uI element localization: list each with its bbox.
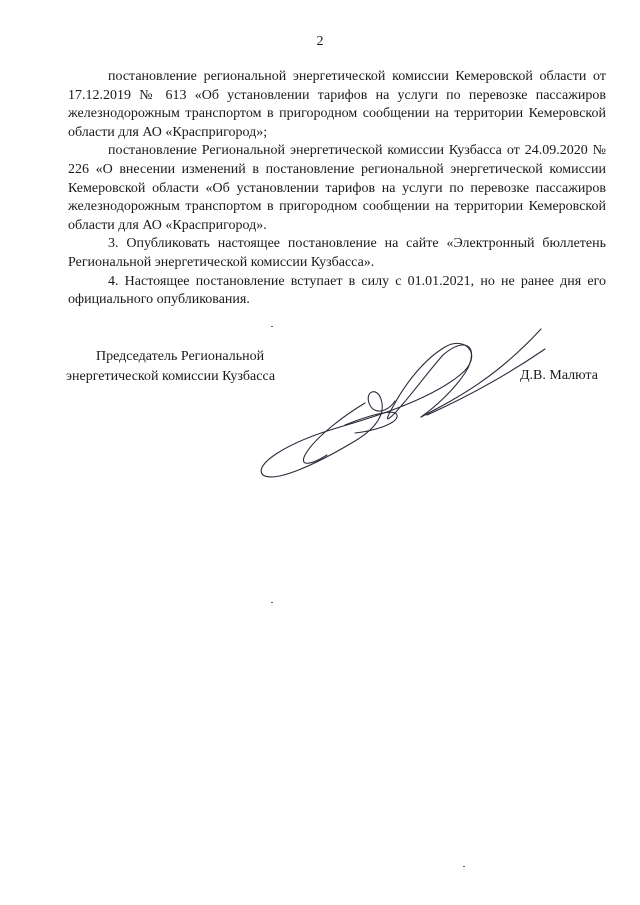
page-number: 2 [316,34,324,49]
paragraph-effective-date: 4. Настоящее постановление вступает в силу с 01.01.2021, но не ранее дня его официального опубликования. [68,273,606,308]
signatory-title-line1: Председатель Региональной [96,349,265,364]
scan-speck [463,866,465,867]
handwritten-signature [245,315,555,495]
scan-speck [271,326,273,327]
paragraph-publish: 3. Опубликовать настоящее постановление на сайте «Электронный бюллетень Региональной энергетической комиссии Кузбасса». [68,236,606,270]
signatory-title-line2: энергетической комиссии Кузбасса [66,369,276,384]
document-body [68,68,606,310]
scan-speck [271,602,273,603]
signatory-name: Д.В. Малюта [520,368,598,383]
paragraph-resolution-226: постановление Региональной энергетической комиссии Кузбасса от 24.09.2020 № 226 «О внесении изменений в постановление региональной энергетической комиссии Кемеровской области «Об установлении тарифов на услуги по перевозке пассажиров железнодорожным транспортом в пригородном сообщении на территории Кемеровской области для АО «Краспригород». [68,143,606,233]
paragraph-resolution-613: постановление региональной энергетической комиссии Кемеровской области от 17.12.2019 № 613 «Об установлении тарифов на услуги по перевозке пассажиров железнодорожным транспортом в пригородном сообщении на территории Кемеровской области для АО «Краспригород»; [68,69,606,140]
